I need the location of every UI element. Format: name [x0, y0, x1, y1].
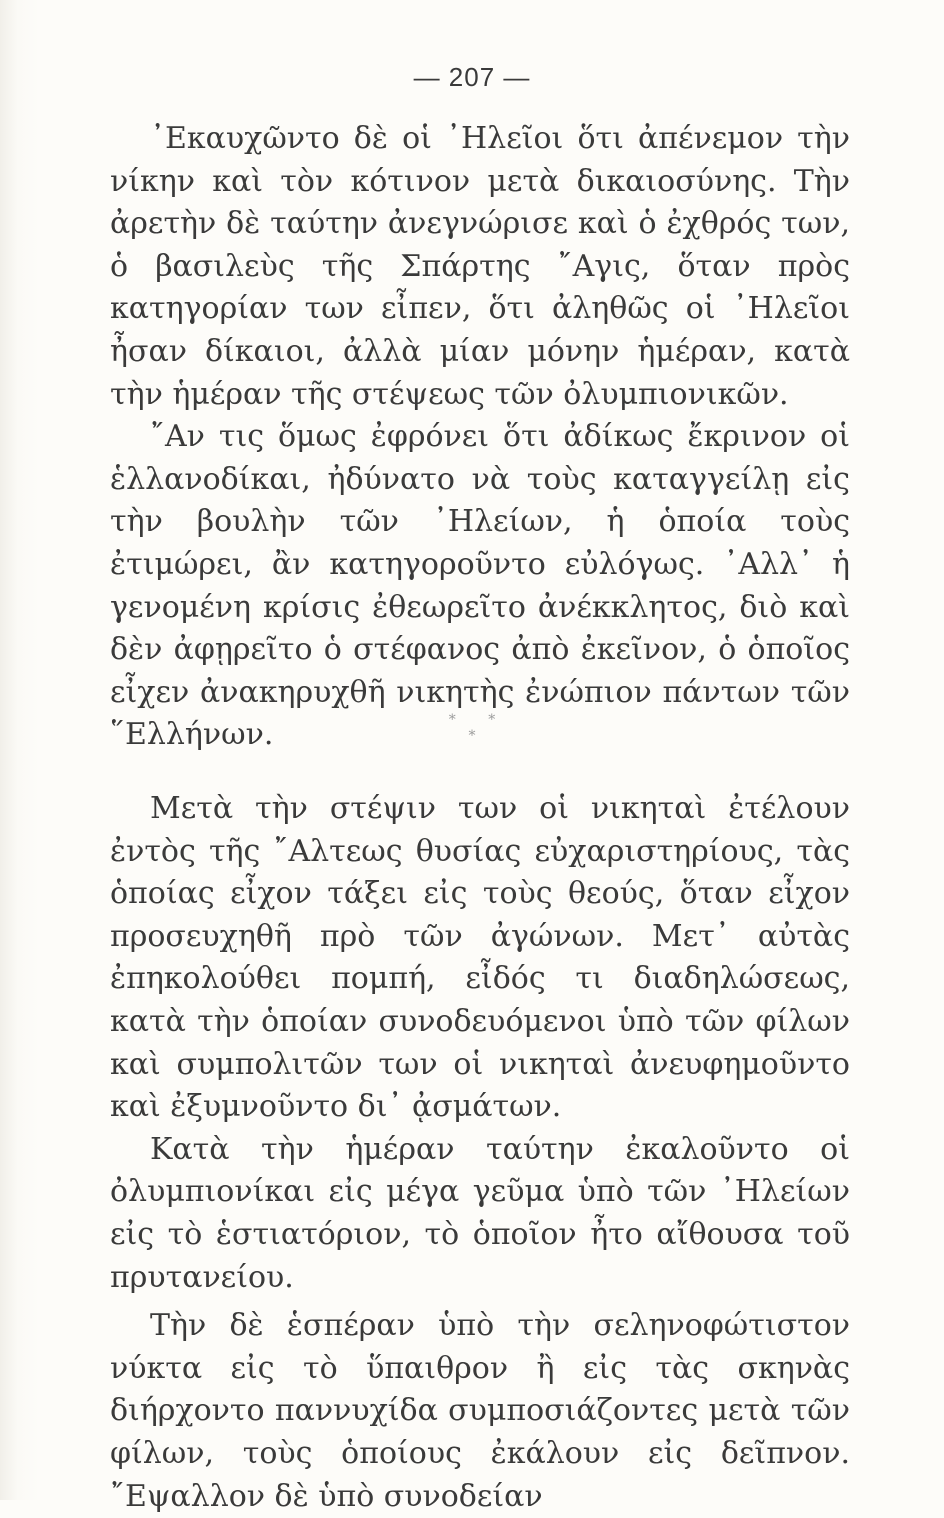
- asterism-row-top: * *: [448, 712, 510, 728]
- paragraph: ῎Αν τις ὅμως ἐφρόνει ὅτι ἀδίκως ἔκρινον οἱ ἑλλανοδίκαι, ἠδύνατο νὰ τοὺς καταγγείλῃ εἰς τὴν βουλὴν τῶν ᾿Ηλείων, ἡ ὁποία τοὺς ἐτιμώρει, ἂν κατηγοροῦντο εὐλόγως. ᾿Αλλ᾿ ἡ γενομένη κρίσις ἐθεωρεῖτο ἀνέκκλητος, διὸ καὶ δὲν ἀφῃρεῖτο ὁ στέφανος ἀπὸ ἐκεῖνον, ὁ ὁποῖος εἶχεν ἀνακηρυχθῆ νικητὴς ἐνώπιον πάντων τῶν ῞Ελλήνων.: [110, 419, 850, 753]
- text-block-upper: [110, 118, 850, 757]
- paragraph: ᾿Εκαυχῶντο δὲ οἱ ᾿Ηλεῖοι ὅτι ἀπένεμον τὴν νίκην καὶ τὸν κότινον μετὰ δικαιοσύνης. Τὴν ἀρετὴν δὲ ταύτην ἀνεγνώρισε καὶ ὁ ἐχθρός των, ὁ βασιλεὺς τῆς Σπάρτης ῎Αγις, ὅταν πρὸς κατηγορίαν των εἶπεν, ὅτι ἀληθῶς οἱ ᾿Ηλεῖοι ἦσαν δίκαιοι, ἀλλὰ μίαν μόνην ἡμέραν, κατὰ τὴν ἡμέραν τῆς στέψεως τῶν ὀλυμπιονικῶν.: [110, 121, 850, 412]
- asterism-row-bottom: *: [468, 728, 476, 744]
- paragraph: Τὴν δὲ ἑσπέραν ὑπὸ τὴν σεληνοφώτιστον νύκτα εἰς τὸ ὕπαιθρον ἢ εἰς τὰς σκηνὰς διήρχοντο παννυχίδα συμποσιάζοντες μετὰ τῶν φίλων, τοὺς ὁποίους ἐκάλουν εἰς δεῖπνον. ῎Εψαλλον δὲ ὑπὸ συνοδείαν: [110, 1308, 850, 1514]
- paragraph: Κατὰ τὴν ἡμέραν ταύτην ἐκαλοῦντο οἱ ὀλυμπιονίκαι εἰς μέγα γεῦμα ὑπὸ τῶν ᾿Ηλείων εἰς τὸ ἑστιατόριον, τὸ ὁποῖον ἦτο αἴθουσα τοῦ πρυτανείου.: [110, 1131, 850, 1295]
- paragraph: Μετὰ τὴν στέψιν των οἱ νικηταὶ ἐτέλουν ἐντὸς τῆς ῎Αλτεως θυσίας εὐχαριστηρίους, τὰς ὁποίας εἶχον τάξει εἰς τοὺς θεούς, ὅταν εἶχον προσευχηθῆ πρὸ τῶν ἀγώνων. Μετ᾿ αὐτὰς ἐπηκολούθει πομπή, εἶδός τι διαδηλώσεως, κατὰ τὴν ὁποίαν συνοδευόμενοι ὑπὸ τῶν φίλων καὶ συμπολιτῶν των οἱ νικηταὶ ἀνευφημοῦντο καὶ ἐξυμνοῦντο δι᾿ ᾀσμάτων.: [110, 791, 850, 1125]
- page-number: — 207 —: [413, 62, 531, 92]
- text-block-lower: [110, 788, 850, 1518]
- section-divider-asterism: [0, 712, 944, 744]
